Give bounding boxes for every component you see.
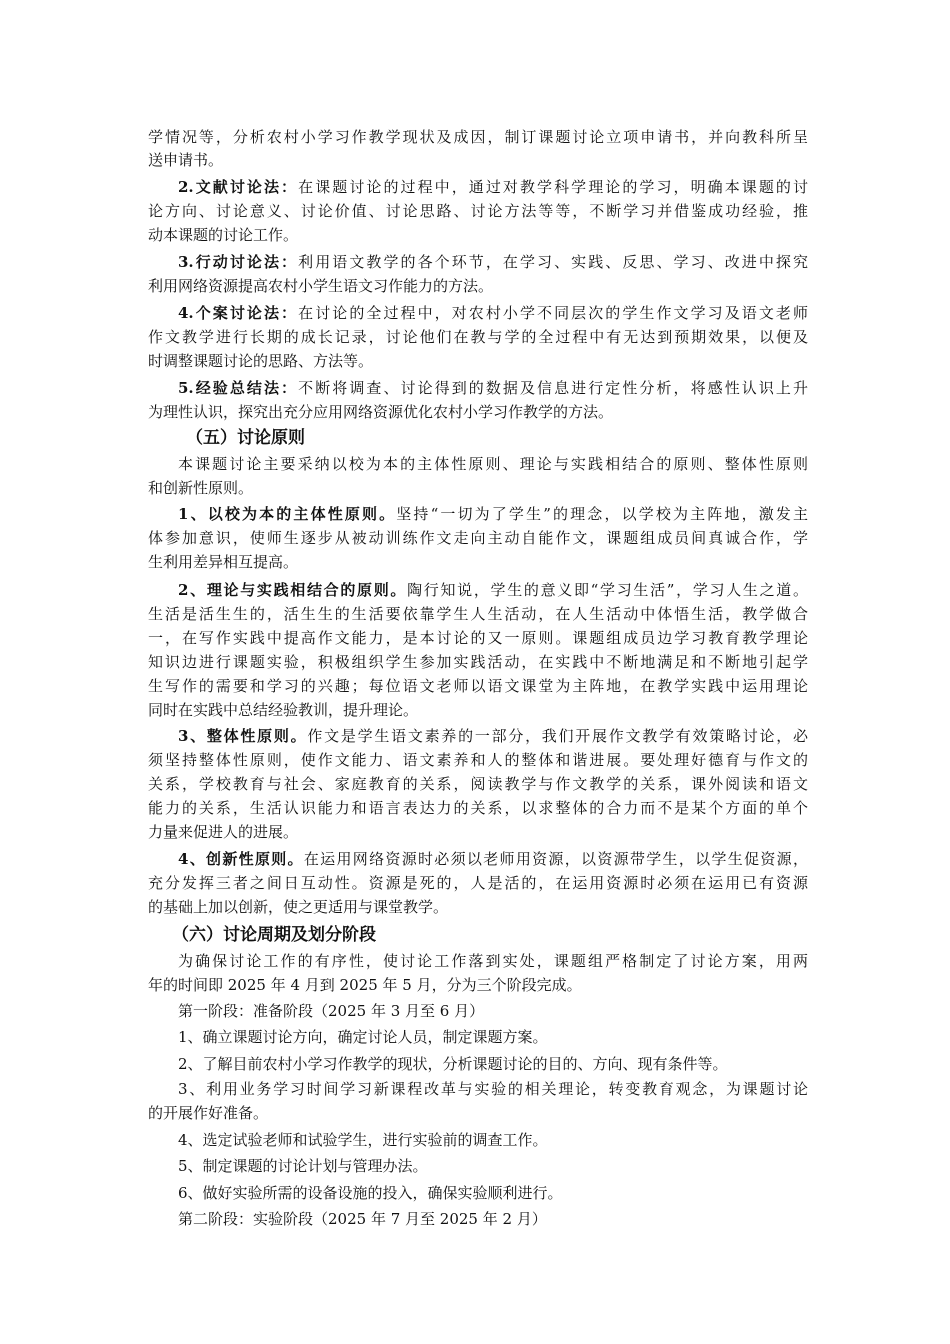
line-text: 生利用差异相互提高。 [148,553,299,571]
line-text: 须坚持整体性原则，使作文能力、语文素养和人的整体和谐进展。要处理好德育与作文的 [148,751,808,769]
paragraph-line [148,772,808,796]
line-text: 送申请书。 [148,151,224,169]
line-text: 的基础上加以创新，使之更适用与课堂教学。 [148,898,449,916]
line-text: 第二阶段：实验阶段（2025 年 7 月至 2025 年 2 月） [178,1210,547,1228]
line-text: 陶行知说，学生的意义即“学习生活”，学习人生之道。 [407,581,808,599]
paragraph-line [178,1052,808,1076]
paragraph-line [148,199,808,223]
term-label: 3、整体性原则。 [178,727,308,745]
paragraph-line [148,125,808,149]
line-text: 知识边进行课题实验，积极组织学生参加实践活动，在实践中不断地满足和不断地引起学 [148,653,808,671]
paragraph-line [148,274,808,298]
paragraph-line [148,796,808,820]
line-text: 本课题讨论主要采纳以校为本的主体性原则、理论与实践相结合的原则、整体性原则 [178,455,808,473]
paragraph-line [178,578,808,602]
paragraph-line [148,349,808,373]
line-text: 学情况等，分析农村小学习作教学现状及成因，制订课题讨论立项申请书，并向教科所呈 [148,128,808,146]
line-text: 生活是活生生的，活生生的生活要依靠学生人生活动，在人生活动中体悟生活，教学做合 [148,605,808,623]
paragraph-line [148,1101,808,1125]
paragraph-line [148,674,808,698]
paragraph-line [178,376,808,400]
paragraph-line [148,871,808,895]
line-text: 在运用网络资源时必须以老师用资源，以资源带学生，以学生促资源， [303,850,808,868]
paragraph-line [178,847,808,871]
line-text: 利用网络资源提高农村小学生语文习作能力的方法。 [148,277,494,295]
line-text: 1、确立课题讨论方向，确定讨论人员，制定课题方案。 [178,1028,548,1046]
paragraph-line [148,325,808,349]
line-text: 力量来促进人的进展。 [148,823,299,841]
line-text: 关系，学校教育与社会、家庭教育的关系，阅读教学与作文教学的关系，课外阅读和语文 [148,775,808,793]
paragraph-line [148,400,808,424]
line-text: 5、制定课题的讨论计划与管理办法。 [178,1157,428,1175]
line-text: 和创新性原则。 [148,479,254,497]
line-text: 在课题讨论的过程中，通过对教学科学理论的学习，明确本课题的讨 [298,178,808,196]
line-text: 时调整课题讨论的思路、方法等。 [148,352,374,370]
paragraph-line [148,895,808,919]
term-label: 2.文献讨论法： [178,178,299,196]
paragraph-line [178,452,808,476]
line-text: 一，在写作实践中提高作文能力，是本讨论的又一原则。课题组成员边学习教育教学理论 [148,629,808,647]
line-text: 体参加意识，使师生逐步从被动训练作文走向主动自能作文，课题组成员间真诚合作，学 [148,529,808,547]
paragraph-line [178,1207,808,1231]
line-text: 充分发挥三者之间日互动性。资源是死的，人是活的，在运用资源时必须在运用已有资源 [148,874,808,892]
paragraph-line [148,526,808,550]
line-text: 为确保讨论工作的有序性，使讨论工作落到实处，课题组严格制定了讨论方案，用两 [178,952,808,970]
paragraph-line [178,1025,808,1049]
line-text: 4、选定试验老师和试验学生，进行实验前的调查工作。 [178,1131,548,1149]
term-label: 4、创新性原则。 [178,850,304,868]
term-label: 4.个案讨论法： [178,304,299,322]
line-text: 利用语文教学的各个环节，在学习、实践、反思、学习、改进中探究 [298,253,808,271]
paragraph-line [178,175,808,199]
paragraph-line [148,223,808,247]
paragraph-line [178,1181,808,1205]
paragraph-line [148,698,808,722]
paragraph-line [148,476,808,500]
section-heading: （六）讨论周期及划分阶段 [172,925,376,945]
line-text: 同时在实践中总结经验教训，提升理论。 [148,701,419,719]
paragraph-line [148,973,808,997]
line-text: 在讨论的全过程中，对农村小学不同层次的学生作文学习及语文老师 [298,304,808,322]
term-label: 1、以校为本的主体性原则。 [178,505,397,523]
line-text: 作文教学进行长期的成长记录，讨论他们在教与学的全过程中有无达到预期效果，以便及 [148,328,808,346]
paragraph-line [148,626,808,650]
line-text: 能力的关系，生活认识能力和语言表达力的关系，以求整体的合力而不是某个方面的单个 [148,799,808,817]
section-heading: （五）讨论原则 [186,428,305,448]
paragraph-line [178,999,808,1023]
line-text: 为理性认识，探究出充分应用网络资源优化农村小学习作教学的方法。 [148,403,614,421]
term-label: 3.行动讨论法： [178,253,299,271]
line-text: 2、了解目前农村小学习作教学的现状，分析课题讨论的目的、方向、现有条件等。 [178,1055,728,1073]
paragraph-line [178,1128,808,1152]
term-label: 2、理论与实践相结合的原则。 [178,581,408,599]
line-text: 作文是学生语文素养的一部分，我们开展作文教学有效策略讨论，必 [307,727,808,745]
line-text: 坚持“一切为了学生”的理念，以学校为主阵地，激发主 [396,505,808,523]
paragraph-line [148,748,808,772]
paragraph-line [148,650,808,674]
paragraph-line [148,148,808,172]
paragraph-line [178,1077,808,1101]
line-text: 动本课题的讨论工作。 [148,226,299,244]
line-text: 6、做好实验所需的设备设施的投入，确保实验顺利进行。 [178,1184,563,1202]
paragraph-line [178,301,808,325]
paragraph-line [148,820,808,844]
line-text: 论方向、讨论意义、讨论价值、讨论思路、讨论方法等等，不断学习并借鉴成功经验，推 [148,202,808,220]
line-text: 年的时间即 2025 年 4 月到 2025 年 5 月，分为三个阶段完成。 [148,976,582,994]
paragraph-line [178,502,808,526]
paragraph-line [148,602,808,626]
paragraph-line [178,1154,808,1178]
paragraph-line [178,949,808,973]
line-text: 不断将调查、讨论得到的数据及信息进行定性分析，将感性认识上升 [298,379,808,397]
term-label: 5.经验总结法： [178,379,299,397]
line-text: 的开展作好准备。 [148,1104,269,1122]
line-text: 第一阶段：准备阶段（2025 年 3 月至 6 月） [178,1002,485,1020]
line-text: 3、利用业务学习时间学习新课程改革与实验的相关理论，转变教育观念，为课题讨论 [178,1080,808,1098]
paragraph-line [178,250,808,274]
paragraph-line [178,724,808,748]
paragraph-line [148,550,808,574]
line-text: 生写作的需要和学习的兴趣；每位语文老师以语文课堂为主阵地，在教学实践中运用理论 [148,677,808,695]
